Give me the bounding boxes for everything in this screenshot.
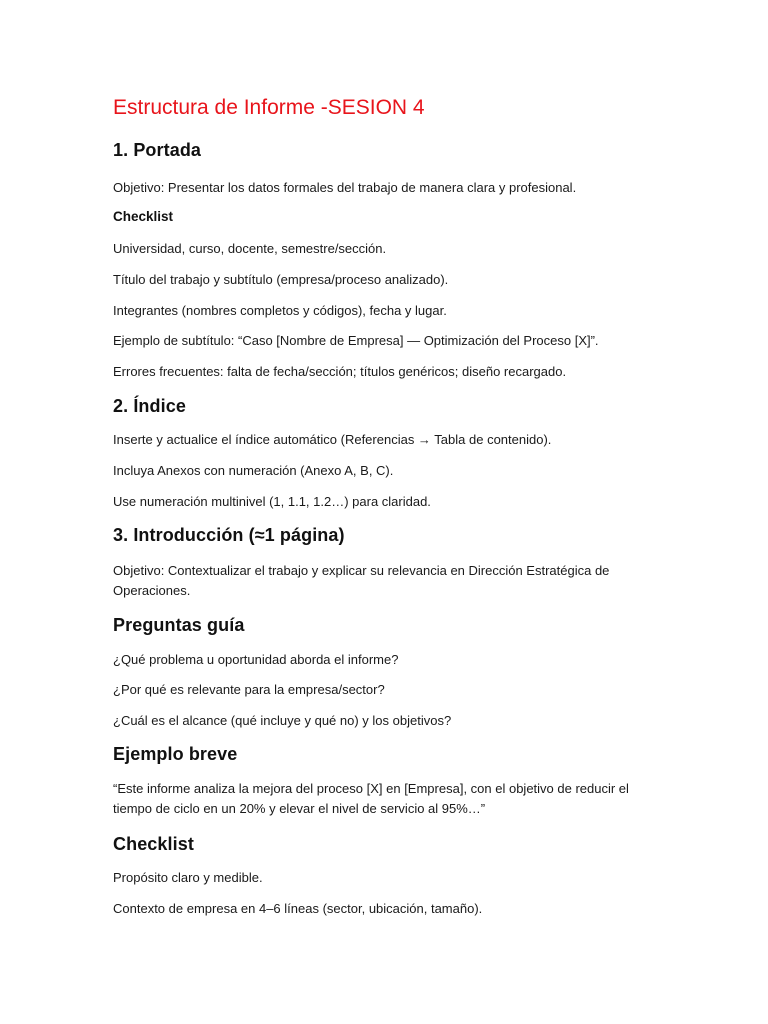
pregunta-item: ¿Cuál es el alcance (qué incluye y qué no) y los objetivos?	[113, 713, 452, 728]
portada-item: Título del trabajo y subtítulo (empresa/proceso analizado).	[113, 272, 449, 287]
portada-item: Ejemplo de subtítulo: “Caso [Nombre de Empresa] — Optimización del Proceso [X]”.	[113, 333, 599, 348]
subheading-checklist: Checklist	[113, 834, 194, 854]
indice-item: Inserte y actualice el índice automático (Referencias → Tabla de contenido).	[113, 432, 552, 447]
subheading-preguntas-guia: Preguntas guía	[113, 615, 245, 635]
section-heading-introduccion: 3. Introducción (≈1 página)	[113, 525, 345, 545]
section-heading-indice: 2. Índice	[113, 396, 186, 416]
checklist-item: Propósito claro y medible.	[113, 870, 263, 885]
indice-item: Incluya Anexos con numeración (Anexo A, B, C).	[113, 463, 394, 478]
portada-item: Integrantes (nombres completos y códigos), fecha y lugar.	[113, 303, 447, 318]
pregunta-item: ¿Por qué es relevante para la empresa/sector?	[113, 682, 385, 697]
indice-item: Use numeración multinivel (1, 1.1, 1.2…) para claridad.	[113, 494, 431, 509]
portada-objetivo: Objetivo: Presentar los datos formales del trabajo de manera clara y profesional.	[113, 180, 577, 195]
document-title: Estructura de Informe -SESION 4	[113, 96, 425, 119]
portada-item: Errores frecuentes: falta de fecha/sección; títulos genéricos; diseño recargado.	[113, 364, 567, 379]
section-heading-portada: 1. Portada	[113, 140, 202, 160]
subheading-ejemplo-breve: Ejemplo breve	[113, 744, 238, 764]
pregunta-item: ¿Qué problema u oportunidad aborda el informe?	[113, 652, 399, 667]
introduccion-objetivo: Objetivo: Contextualizar el trabajo y explicar su relevancia en Dirección Estratégica de Operaciones.	[113, 563, 610, 598]
portada-checklist-label: Checklist	[113, 209, 174, 224]
portada-item: Universidad, curso, docente, semestre/sección.	[113, 241, 387, 256]
ejemplo-text: “Este informe analiza la mejora del proceso [X] en [Empresa], con el objetivo de reducir el tiempo de ciclo en un 20% y elevar el nivel de servicio al 95%…”	[113, 781, 629, 816]
checklist-item: Contexto de empresa en 4–6 líneas (sector, ubicación, tamaño).	[113, 901, 483, 916]
